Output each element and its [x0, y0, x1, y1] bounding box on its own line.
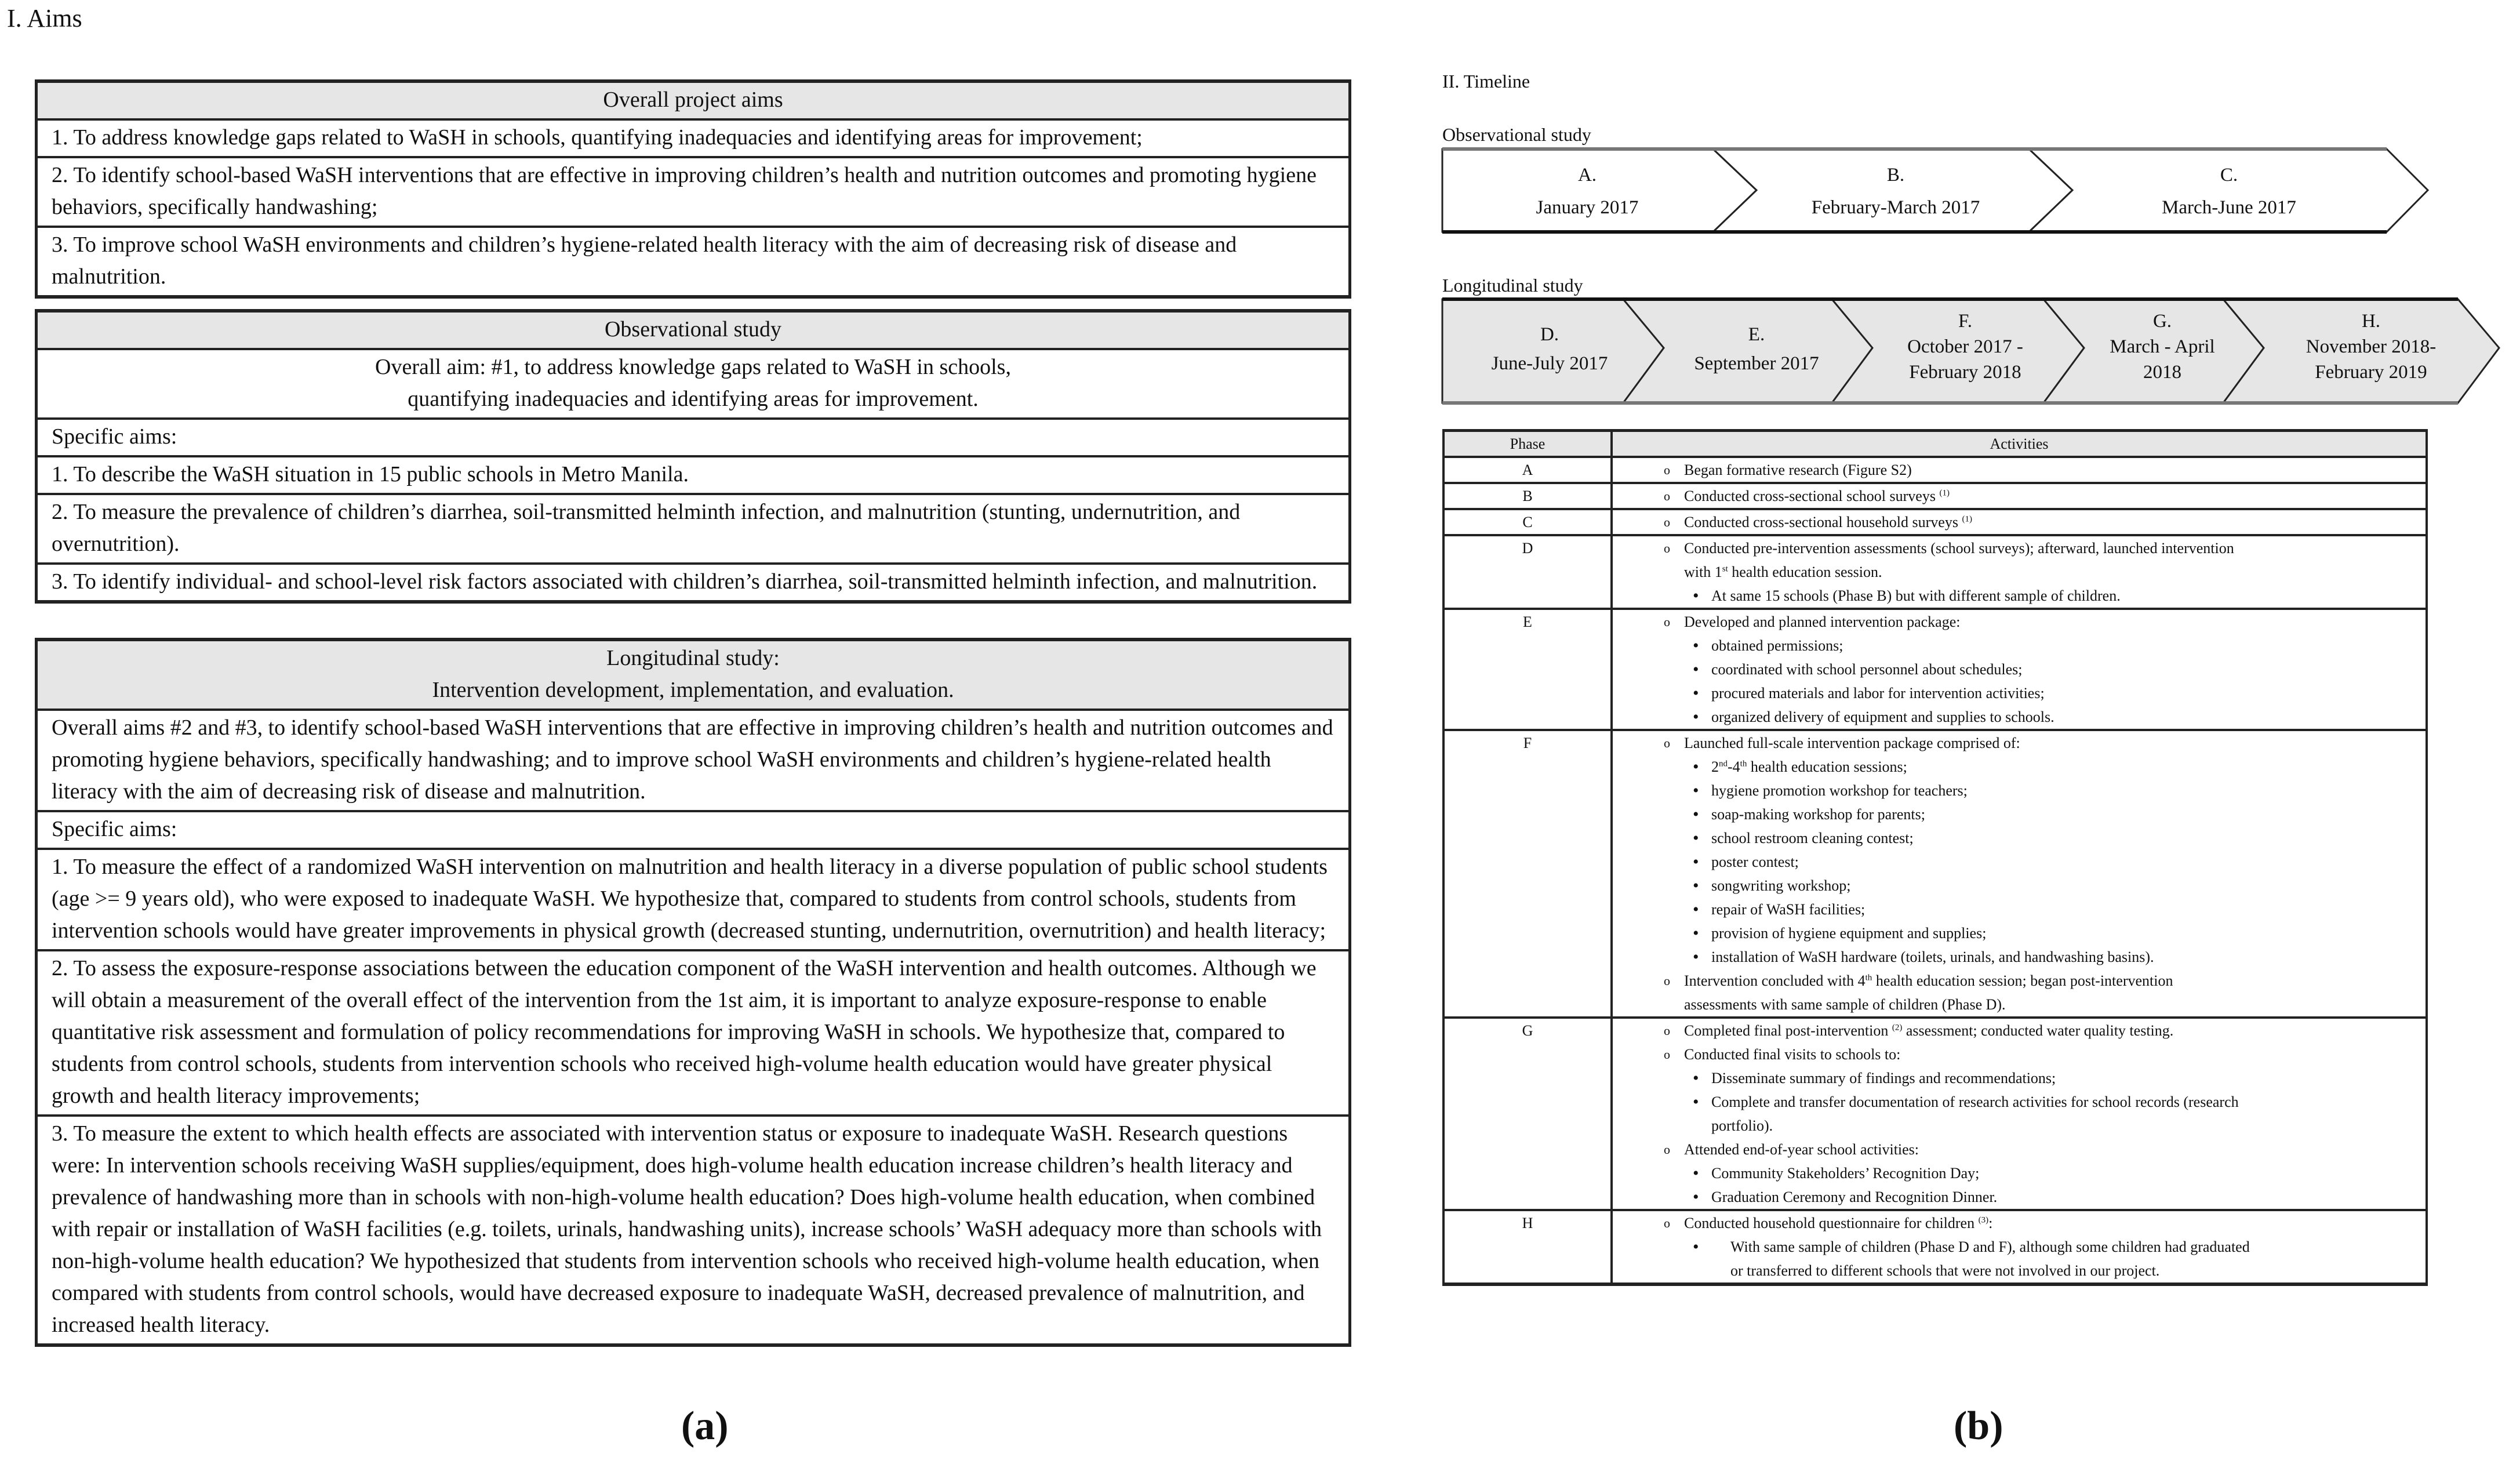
table-row-g	[1443, 1018, 2427, 1210]
observational-specific-label: Specific aims:	[37, 419, 1350, 456]
activity-subitem: • procured materials and labor for intervention activities;	[1617, 681, 2421, 705]
overall-aim-2: 2. To identify school-based WaSH interventions that are effective in improving children’s health and nutrition outcomes and promoting hygiene behaviors, specifically handwashing;	[37, 157, 1350, 227]
activity-item-continued: assessments with same sample of children (Phase D).	[1684, 996, 2006, 1013]
activity-subitem: • songwriting workshop;	[1617, 874, 2421, 898]
activity-text: Intervention concluded with 4	[1684, 972, 1866, 989]
phase-g-date-line2: 2018	[2143, 362, 2181, 383]
activity-subitem: • Community Stakeholders’ Recognition Day;	[1617, 1161, 2421, 1185]
observational-aim-2: 2. To measure the prevalence of children’s diarrhea, soil-transmitted helminth infection, and malnutrition (stunting, undernutrition, and overnutrition).	[37, 494, 1350, 564]
activity-text: Conducted cross-sectional household surveys	[1684, 514, 1958, 531]
longitudinal-timeline-label: Longitudinal study	[1442, 275, 1583, 296]
figure-label-b: (b)	[1954, 1404, 2003, 1448]
activity-text: Completed final post-intervention	[1684, 1022, 1892, 1039]
activity-subitem: • At same 15 schools (Phase B) but with different sample of children.	[1617, 584, 2421, 608]
activity-item: o Attended end-of-year school activities:	[1617, 1138, 2421, 1161]
activity-text: health education session.	[1728, 564, 1882, 580]
activity-text: 2	[1711, 758, 1719, 775]
phase-d-letter: D.	[1540, 324, 1559, 345]
phase-cell: H	[1443, 1210, 1612, 1284]
phase-h-date-line1: November 2018-	[2306, 336, 2437, 357]
phase-h-chevron	[2261, 308, 2481, 385]
activity-subitem: • repair of WaSH facilities;	[1617, 898, 2421, 921]
activity-item: o Launched full-scale intervention package comprised of:	[1617, 731, 2421, 755]
phase-a-chevron	[1442, 162, 1732, 220]
phase-cell: C	[1443, 509, 1612, 535]
phase-cell: B	[1443, 483, 1612, 509]
ordinal-suffix: th	[1865, 973, 1872, 983]
observational-overall-aim-line1: Overall aim: #1, to address knowledge gaps related to WaSH in schools,	[375, 355, 1011, 379]
activity-item: o Developed and planned intervention package:	[1617, 610, 2421, 634]
activity-subitem-continued: or transferred to different schools that were not involved in our project.	[1730, 1262, 2160, 1279]
activity-text: -4	[1728, 758, 1740, 775]
activity-item	[1617, 969, 2421, 993]
overall-aim-1: 1. To address knowledge gaps related to WaSH in schools, quantifying inadequacies and identifying areas for improvement;	[37, 119, 1350, 157]
activity-subitem: • provision of hygiene equipment and supplies;	[1617, 921, 2421, 945]
col-header-activities: Activities	[1612, 431, 2427, 457]
activity-text: Conducted cross-sectional school surveys	[1684, 488, 1936, 504]
ordinal-suffix: nd	[1719, 759, 1728, 769]
activity-item: o Began formative research (Figure S2)	[1617, 458, 2421, 482]
phase-e-chevron	[1658, 322, 1855, 376]
phase-h-letter: H.	[2361, 311, 2381, 332]
longitudinal-aim-1: 1. To measure the effect of a randomized WaSH intervention on malnutrition and health literacy in a diverse population of public school students (age >= 9 years old), who were exposed to inadequate WaSH. We hypothesize that, compared to students from control schools, students from intervention schools would have greater improvements in physical growth (decreased stunting, undernutrition, overnutrition) and health literacy;	[37, 849, 1350, 950]
activity-text: :	[1988, 1215, 1993, 1231]
ordinal-suffix: st	[1722, 564, 1728, 574]
footnote-ref: (1)	[1939, 488, 1950, 498]
col-header-phase: Phase	[1443, 431, 1612, 457]
activity-subitem: • coordinated with school personnel about schedules;	[1617, 657, 2421, 681]
activity-subitem-continued: portfolio).	[1711, 1117, 1773, 1134]
phase-f-chevron	[1864, 308, 2067, 385]
phase-f-date-line1: October 2017 -	[1907, 336, 2023, 357]
table-row-f	[1443, 730, 2427, 1018]
observational-header: Observational study	[37, 311, 1350, 349]
aims-section-title: I. Aims	[7, 4, 82, 32]
activity-item: o Conducted pre-intervention assessments (school surveys); afterward, launched intervention	[1617, 536, 2421, 560]
activity-text: health education sessions;	[1747, 758, 1907, 775]
table-row-b	[1443, 483, 2427, 509]
longitudinal-specific-label: Specific aims:	[37, 811, 1350, 849]
overall-aims-header: Overall project aims	[37, 81, 1350, 119]
phase-c-date: March-June 2017	[2162, 197, 2296, 218]
activity-item	[1617, 1211, 2421, 1235]
figure-label-a: (a)	[681, 1404, 729, 1448]
activity-item	[1617, 510, 2421, 534]
observational-aim-3: 3. To identify individual- and school-level risk factors associated with children’s diarrhea, soil-transmitted helminth infection, and malnutrition.	[37, 564, 1350, 602]
phase-f-letter: F.	[1958, 311, 1972, 332]
phase-c-chevron	[2070, 162, 2388, 220]
observational-aim-1: 1. To describe the WaSH situation in 15 public schools in Metro Manila.	[37, 456, 1350, 494]
footnote-ref: (3)	[1978, 1215, 1989, 1225]
phase-g-letter: G.	[2152, 311, 2172, 332]
activity-text: with 1	[1684, 564, 1722, 580]
phase-cell: D	[1443, 535, 1612, 609]
phase-a-letter: A.	[1577, 165, 1597, 186]
phase-d-date: June-July 2017	[1491, 353, 1608, 374]
table-row-a	[1443, 457, 2427, 483]
activity-subitem: • soap-making workshop for parents;	[1617, 802, 2421, 826]
activity-text: health education session; began post-intervention	[1872, 972, 2173, 989]
activity-subitem: • hygiene promotion workshop for teachers;	[1617, 779, 2421, 802]
longitudinal-overall-aims: Overall aims #2 and #3, to identify school-based WaSH interventions that are effective in improving children’s health and nutrition outcomes and promoting hygiene behaviors, specifically handwashing; and to improve school WaSH environments and children’s hygiene-related health literacy with the aim of decreasing risk of disease and malnutrition.	[37, 710, 1350, 811]
observational-timeline-label: Observational study	[1442, 124, 1591, 145]
activity-item	[1617, 484, 2421, 508]
ordinal-suffix: th	[1740, 759, 1747, 769]
observational-overall-aim-line2: quantifying inadequacies and identifying areas for improvement.	[408, 387, 979, 411]
table-row-c	[1443, 509, 2427, 535]
table-row-d	[1443, 535, 2427, 609]
phase-b-letter: B.	[1886, 165, 1905, 186]
activity-subitem: • Disseminate summary of findings and recommendations;	[1617, 1066, 2421, 1090]
longitudinal-header-line1: Longitudinal study:	[606, 646, 780, 670]
phase-cell: F	[1443, 730, 1612, 1018]
phase-e-letter: E.	[1748, 324, 1765, 345]
table-row-h	[1443, 1210, 2427, 1284]
activities-table	[1442, 429, 2428, 1286]
activity-item-continued	[1617, 560, 2421, 584]
activity-subitem: • poster contest;	[1617, 850, 2421, 874]
phase-f-date-line2: February 2018	[1909, 362, 2021, 383]
phase-h-date-line2: February 2019	[2315, 362, 2427, 383]
phase-e-date: September 2017	[1694, 353, 1819, 374]
activity-item	[1617, 1019, 2421, 1042]
activity-subitem: • With same sample of children (Phase D and F), although some children had graduated	[1617, 1235, 2421, 1259]
phase-b-date: February-March 2017	[1811, 197, 1980, 218]
longitudinal-header-line2: Intervention development, implementation, and evaluation.	[432, 678, 954, 702]
activity-subitem: • Graduation Ceremony and Recognition Dinner.	[1617, 1185, 2421, 1209]
phase-b-chevron	[1745, 162, 2046, 220]
phase-cell: G	[1443, 1018, 1612, 1210]
phase-a-date: January 2017	[1536, 197, 1639, 218]
longitudinal-aim-2: 2. To assess the exposure-response associations between the education component of the WaSH intervention and health outcomes. Although we will obtain a measurement of the overall effect of the intervention from the 1st aim, it is important to analyze exposure-response to enable quantitative risk assessment and formulation of policy recommendations for improving WaSH in schools. We hypothesize that, compared to students from control schools, students from intervention schools who received high-volume health education would have greater physical growth and health literacy improvements;	[37, 950, 1350, 1116]
phase-g-chevron	[2075, 308, 2249, 385]
activity-subitem	[1617, 755, 2421, 779]
activity-subitem: • Complete and transfer documentation of research activities for school records (research	[1617, 1090, 2421, 1114]
footnote-ref: (1)	[1962, 514, 1972, 524]
phase-cell: A	[1443, 457, 1612, 483]
activity-item: o Conducted final visits to schools to:	[1617, 1042, 2421, 1066]
timeline-section-title: II. Timeline	[1442, 71, 1530, 92]
overall-aim-3: 3. To improve school WaSH environments and children’s hygiene-related health literacy with the aim of decreasing risk of disease and malnutrition.	[37, 227, 1350, 297]
phase-cell: E	[1443, 609, 1612, 730]
phase-c-letter: C.	[2220, 165, 2238, 186]
activity-subitem: • obtained permissions;	[1617, 634, 2421, 657]
activity-subitem: • school restroom cleaning contest;	[1617, 826, 2421, 850]
longitudinal-aim-3: 3. To measure the extent to which health effects are associated with intervention status or exposure to inadequate WaSH. Research questions were: In intervention schools receiving WaSH supplies/equipment, does high-volume health education increase children’s health literacy and prevalence of handwashing more than in schools with non-high-volume health education? Does high-volume health education, when combined with repair or installation of WaSH facilities (e.g. toilets, urinals, handwashing units), increase schools’ WaSH adequacy more than schools with non-high-volume health education? We hypothesized that students from intervention schools who received high-volume health education, when compared with students from control schools, would have decreased exposure to inadequate WaSH, decreased prevalence of malnutrition, and increased health literacy.	[37, 1116, 1350, 1345]
activity-text: Conducted household questionnaire for children	[1684, 1215, 1979, 1231]
phase-d-chevron	[1442, 322, 1657, 376]
activity-subitem: • organized delivery of equipment and supplies to schools.	[1617, 705, 2421, 729]
activity-text: assessment; conducted water quality testing.	[1902, 1022, 2174, 1039]
footnote-ref: (2)	[1892, 1023, 1903, 1033]
table-row-e	[1443, 609, 2427, 730]
phase-g-date-line1: March - April	[2110, 336, 2215, 357]
activity-subitem: • installation of WaSH hardware (toilets, urinals, and handwashing basins).	[1617, 945, 2421, 969]
